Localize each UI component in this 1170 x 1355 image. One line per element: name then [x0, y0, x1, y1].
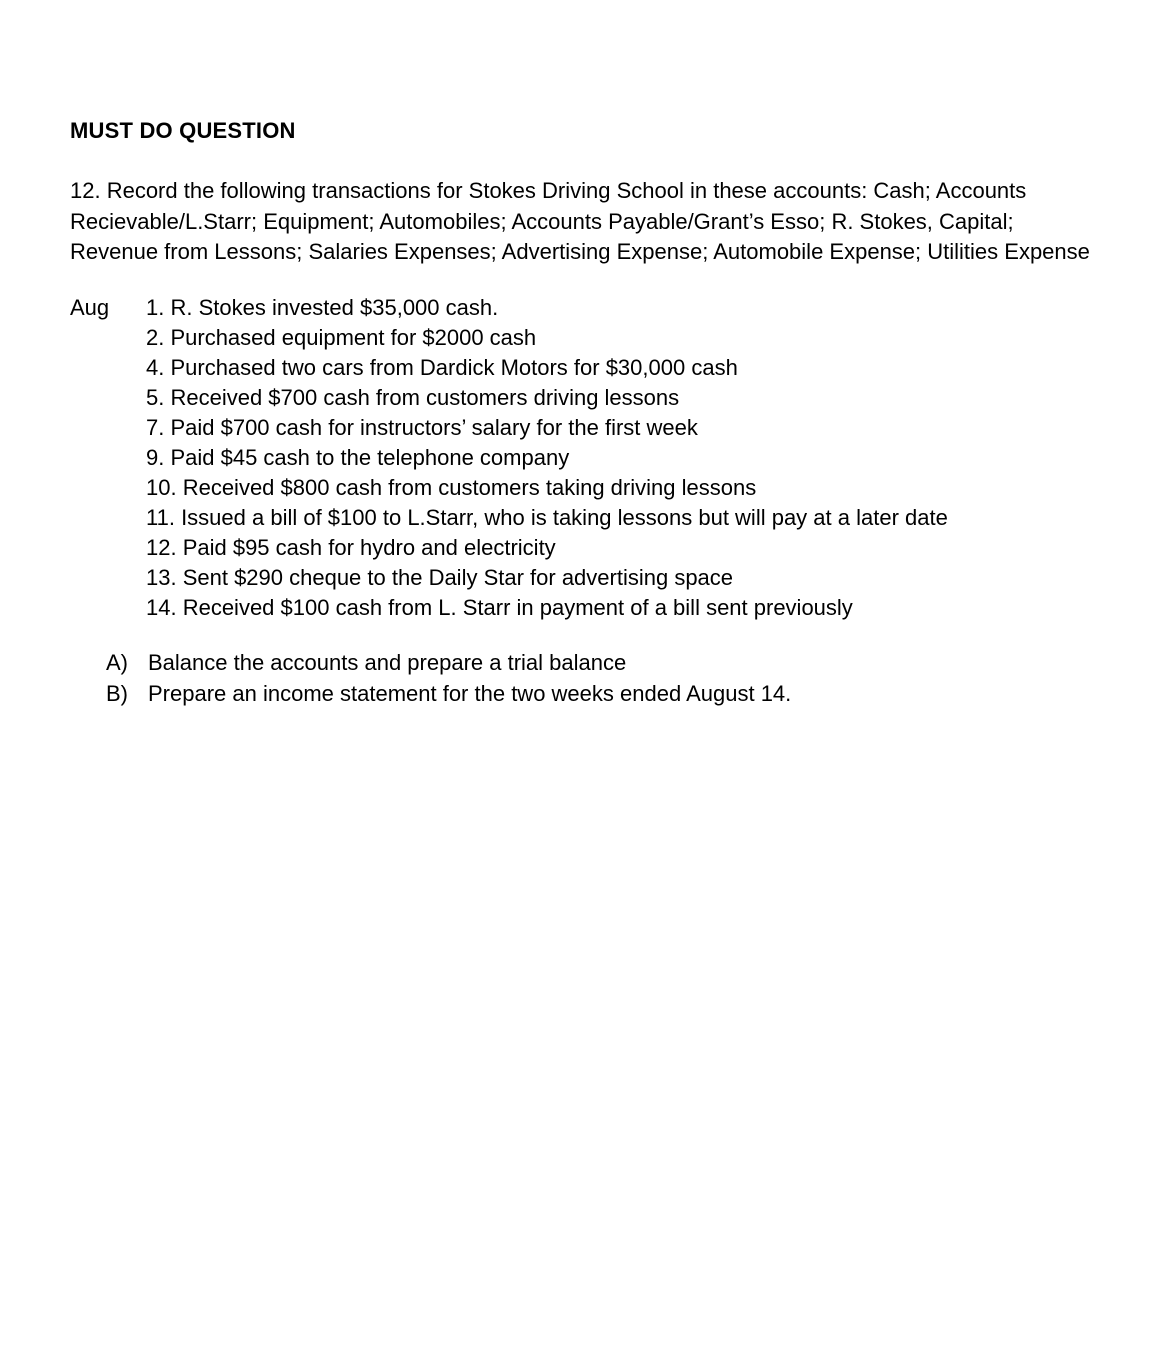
month-label: Aug	[70, 295, 110, 321]
list-item: 11. Issued a bill of $100 to L.Starr, who is taking lessons but will pay at a later date	[146, 504, 948, 530]
page-title: MUST DO QUESTION	[70, 118, 296, 143]
question-intro-paragraph: 12. Record the following transactions for Stokes Driving School in these accounts: Cash; Accounts Recievable/L.Starr; Equipment; Automobiles; Accounts Payable/Grant’s Esso; R. Stokes, Capital; Revenue from Lessons; Salaries Expenses; Advertising Expense; Automobile Expense; Utilities Expense	[70, 178, 1090, 265]
list-item	[106, 648, 1100, 678]
list-item: 14. Received $100 cash from L. Starr in payment of a bill sent previously	[146, 594, 853, 620]
list-item: 2. Purchased equipment for $2000 cash	[146, 325, 537, 351]
spacer	[70, 144, 1100, 176]
list-item: 10. Received $800 cash from customers taking driving lessons	[146, 474, 757, 500]
list-item: 4. Purchased two cars from Dardick Motors for $30,000 cash	[146, 355, 738, 381]
list-item: 7. Paid $700 cash for instructors’ salary for the first week	[146, 415, 698, 441]
task-list	[70, 648, 1100, 709]
task-text: Balance the accounts and prepare a trial balance	[148, 650, 627, 676]
task-marker: B)	[106, 680, 128, 706]
transaction-list	[146, 293, 1100, 622]
list-item: 9. Paid $45 cash to the telephone company	[146, 445, 570, 470]
list-item: 12. Paid $95 cash for hydro and electricity	[146, 534, 556, 560]
list-item: 13. Sent $290 cheque to the Daily Star for advertising space	[146, 564, 734, 590]
task-marker: A)	[106, 650, 128, 676]
list-item: 5. Received $700 cash from customers driving lessons	[146, 385, 680, 411]
task-text: Prepare an income statement for the two weeks ended August 14.	[148, 680, 792, 706]
list-item	[106, 679, 1100, 709]
spacer	[70, 267, 1100, 293]
transactions-block	[70, 293, 1100, 622]
spacer	[70, 622, 1100, 648]
list-item: 1. R. Stokes invested $35,000 cash.	[146, 295, 499, 321]
